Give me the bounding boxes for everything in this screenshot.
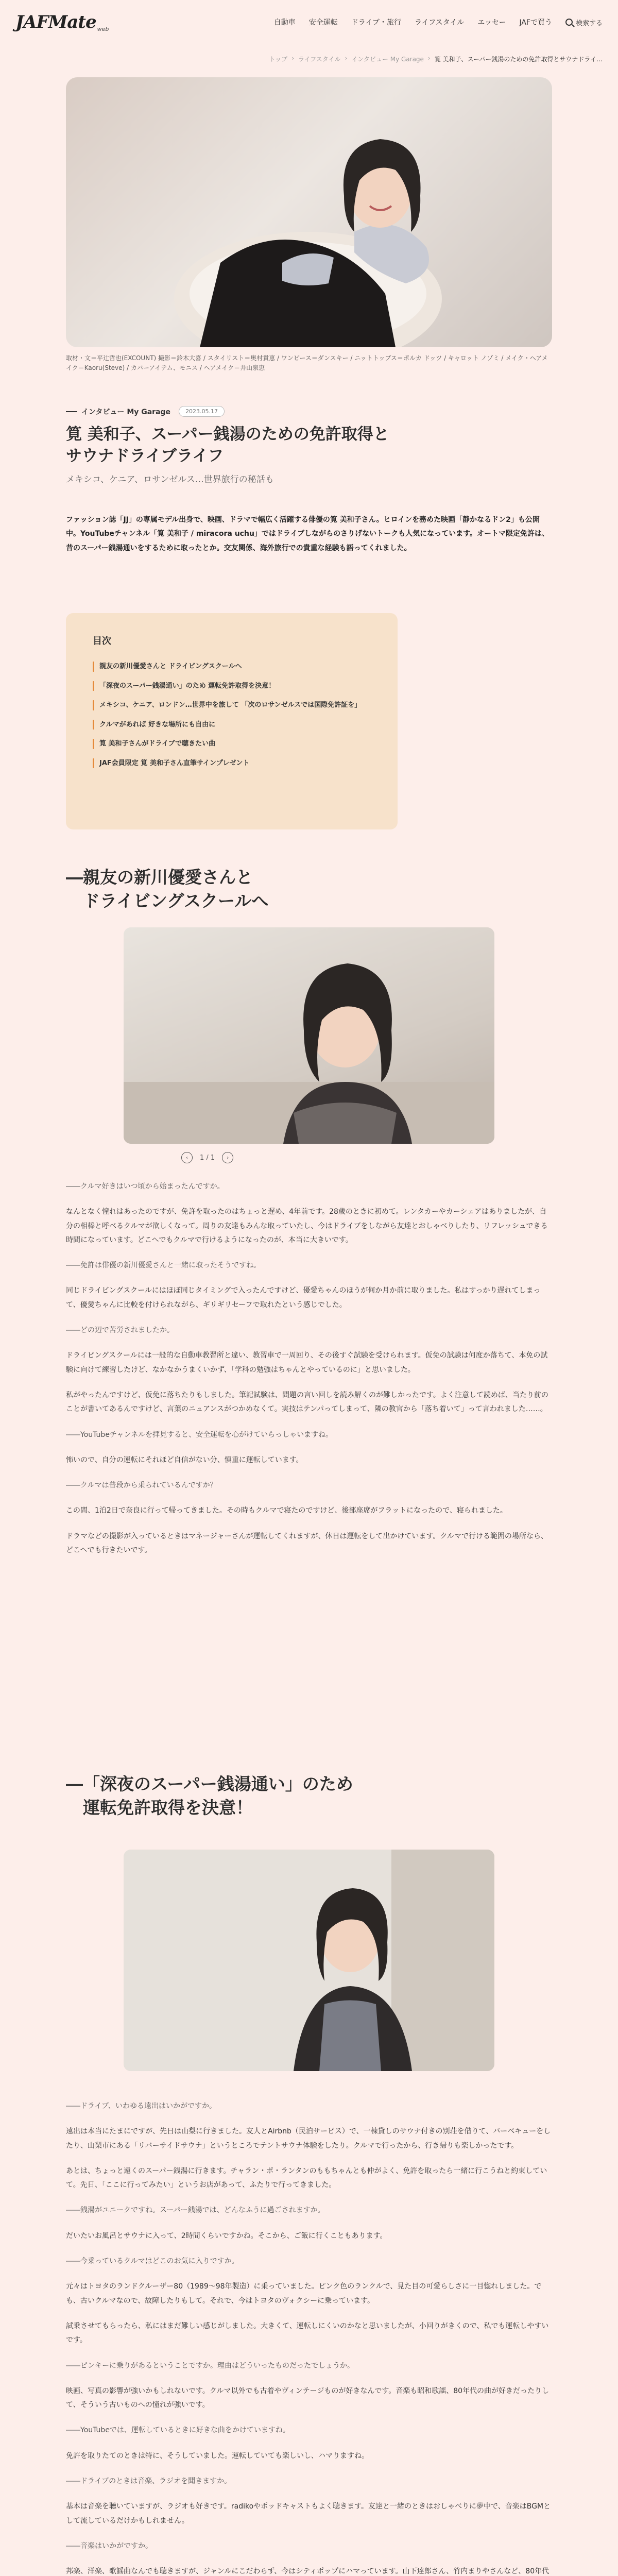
article-meta: [66, 406, 225, 417]
paragraph: 試乗させてもらったら、私にはまだ難しい感じがしました。大きくて、運転しにくいのかなと思いましたが、小回りがきくので、私でも運転しやすいです。: [66, 2321, 549, 2345]
toc-marker: [93, 662, 94, 672]
toc-item-label[interactable]: クルマがあれば 好きな場所にも自由に: [99, 720, 216, 728]
paragraph: ――YouTubeチャンネルを拝見すると、安全運転を心がけていらっしゃいますね。: [66, 1430, 333, 1439]
paragraph: だいたいお風呂とサウナに入って、2時間くらいですかね。そこから、ご飯に行くこともあります。: [66, 2231, 387, 2240]
paragraph: ――免許は俳優の新川優愛さんと一緒に取ったそうですね。: [66, 1261, 261, 1270]
paragraph: あとは、ちょっと遠くのスーパー銭湯に行きます。チャラン・ポ・ランタンのももちゃんとも仲がよく、免許を取ったら一緒に行こうねと約束していて。先日、「ここに行ってみたい」というお店があって、ふたりで行ってきました。: [66, 2166, 547, 2190]
breadcrumb-separator: ›: [427, 55, 431, 62]
section-heading-1: [66, 866, 552, 912]
heading-dash: ―: [66, 1774, 83, 1794]
toc-item-label[interactable]: 「深夜のスーパー銭湯通い」のため 運転免許取得を決意！: [99, 682, 276, 690]
paragraph: 怖いので、自分の運転にそれほど自信がない分、慎重に運転しています。: [66, 1455, 303, 1464]
photo-credit: 取材・文＝平辻哲也(EXCOUNT) 撮影＝鈴木大喜 / スタイリスト＝奥村貴恵 / ワンピース＝ダンスキー / ニットトップス＝ポルカ ドッツ / キャロット ノゾミ / メイク・ヘアメイク＝Kaoru(Steve) / カバーアイテム、モニス / ヘアメイク＝井山泉恵: [66, 354, 548, 372]
article-subtitle: メキシコ、ケニア、ロサンゼルス…世界旅行の秘話も: [66, 474, 274, 485]
prev-button[interactable]: ‹: [181, 1152, 193, 1163]
paragraph: ――クルマ好きはいつ頃から始まったんですか。: [66, 1182, 225, 1191]
search-button[interactable]: [565, 18, 603, 27]
site-logo[interactable]: [15, 12, 109, 32]
toc-item[interactable]: [93, 700, 371, 710]
breadcrumb-separator: ›: [345, 55, 348, 62]
heading-line-1: 親友の新川優愛さんと: [83, 867, 253, 887]
paragraph: 邦楽、洋楽、歌謡曲なんでも聴きますが、ジャンルにこだわらず、今はシティポップにハマっています。山下達郎さん、竹内まりやさんなど、80年代: [66, 2567, 550, 2576]
category-label[interactable]: インタビュー My Garage: [66, 406, 170, 417]
toc-item[interactable]: [93, 758, 371, 769]
breadcrumb: [269, 55, 603, 63]
toc-marker: [93, 739, 94, 749]
section1-illustration: [124, 927, 494, 1144]
section1-photo: [124, 927, 494, 1144]
date-badge: 2023.05.17: [179, 406, 225, 417]
section2-photo: [124, 1850, 494, 2071]
paragraph: ――銭湯がユニークですね。スーパー銭湯では、どんなふうに過ごされますか。: [66, 2206, 325, 2215]
section-heading-2: [66, 1772, 552, 1819]
paragraph: ――クルマは普段から乗られているんですか？: [66, 1481, 217, 1490]
photo-pager: [181, 1152, 233, 1163]
breadcrumb-item-interview[interactable]: インタビュー My Garage: [351, 56, 424, 63]
toc-item[interactable]: [93, 720, 371, 730]
logo-text[interactable]: JAFMate: [15, 12, 96, 32]
paragraph: ――今乗っているクルマはどこのお気に入りですか。: [66, 2257, 239, 2266]
heading-line-1: 「深夜のスーパー銭湯通い」のため: [83, 1774, 353, 1794]
paragraph: 私がやったんですけど、仮免に落ちたりもしました。筆記試験は、問題の言い回しを読み解くのが難しかったです。よく注意して読めば、当たり前のことが書いてあるんですけど、言葉のニュアンスがつかめなくて。実技はテンパってしまって、隣の教官から「落ち着いて」って言われました……。: [66, 1391, 548, 1414]
paragraph: ――ドライブ、いわゆる遠出はいかがですか。: [66, 2102, 217, 2110]
title-line-2: サウナドライブライフ: [66, 447, 224, 466]
paragraph: この間、1泊2日で奈良に行って帰ってきました。その時もクルマで寝たのですけど、後部座席がフラットになったので、寝られました。: [66, 1506, 507, 1515]
hero-image: [66, 77, 552, 347]
article-lead: ファッション誌「JJ」の専属モデル出身で、映画、ドラマで幅広く活躍する俳優の筧 美和子さん。ヒロインを務めた映画「静かなるドン2」も公開中。YouTubeチャンネル「筧 美和子 / miracora uchu」ではドライブしながらのさりげないトークも人気になっています。オートマ限定免許は、昔のスーパー銭湯通いをするために取ったとか。交友関係、海外旅行での貴重な経験も語ってくれました。: [66, 516, 549, 552]
paragraph: 遠出は本当にたまにですが、先日は山梨に行きました。友人とAirbnb（民泊サービス）で、一棟貸しのサウナ付きの別荘を借りて、バーベキューをしたり、山梨市にある「リバーサイドサウナ」というところでテントサウナ体験をしたり。クルマで行ったから、行き帰りも楽しかったです。: [66, 2127, 551, 2150]
toc-item-label[interactable]: メキシコ、ケニア、ロンドン…世界中を旅して 「次のロサンゼルスでは国際免許証を」: [99, 701, 362, 709]
paragraph: ――ピンキーに乗りがあるということですか。理由はどういったものだったでしょうか。: [66, 2361, 354, 2370]
paragraph: 基本は音楽を聴いていますが、ラジオも好きです。radikoやポッドキャストもよく聴きます。友達と一緒のときはおしゃべりに夢中で、音楽はBGMとして流しているだけかもしれません。: [66, 2502, 551, 2525]
paragraph: 同じドライビングスクールにはほぼ同じタイミングで入ったんですけど、優愛ちゃんのほうが何か月か前に取りました。私はすっかり遅れてしまって、優愛ちゃんに比較を付けられながら、ギリギリセーフで取れたという感じでした。: [66, 1286, 541, 1309]
toc-marker: [93, 700, 94, 710]
main-nav: [274, 17, 552, 27]
toc-item[interactable]: [93, 739, 371, 749]
paragraph: なんとなく憧れはあったのですが、免許を取ったのはちょっと遅め、4年前です。28歳のときに初めて。レンタカーやカーシェアはありましたが、自分の相棒と呼べるクルマが欲しくなって。周りの友達もみんな取っていたし、今はドライブをしながら友達とおしゃべりしたり、リフレッシュできる時間になっています。どこへでもクルマで行けるようになったのが、本当に大きいです。: [66, 1208, 548, 1244]
heading-dash: ―: [66, 867, 83, 887]
paragraph: ドラマなどの撮影が入っているときはマネージャーさんが運転してくれますが、休日は運転をして出かけています。クルマで行ける範囲の場所なら、どこへでも行きたいです。: [66, 1532, 548, 1555]
nav-item-essay[interactable]: エッセー: [477, 19, 506, 27]
search-label: 検索する: [575, 19, 603, 27]
toc-marker: [93, 720, 94, 730]
hero-illustration: [66, 77, 552, 347]
paragraph: 免許を取りたてのときは特に、そうしていました。運転していても楽しいし、ハマりますね。: [66, 2451, 369, 2460]
paragraph: ドライビングスクールには一般的な自動車教習所と違い、教習車で一周回り、その後すぐ試験を受けられます。仮免の試験は何度か落ちて、本免の試験に向けて練習したけど、なかなかうまくいかず、「学科の勉強はちゃんとやっているのに」と思いました。: [66, 1351, 548, 1374]
toc-marker: [93, 758, 94, 769]
paragraph: ――どの辺で苦労されましたか。: [66, 1326, 174, 1335]
toc-marker: [93, 681, 94, 691]
paragraph: ――ドライブのときは音楽、ラジオを聞きますか。: [66, 2477, 232, 2486]
toc-item[interactable]: [93, 662, 371, 672]
breadcrumb-item-top[interactable]: トップ: [269, 56, 288, 63]
next-button[interactable]: ›: [222, 1152, 233, 1163]
site-header: [0, 0, 618, 44]
nav-item-safe-driving[interactable]: 安全運転: [308, 19, 338, 27]
breadcrumb-item-lifestyle[interactable]: ライフスタイル: [298, 56, 341, 63]
toc-item-label[interactable]: JAF会員限定 筧 美和子さん直筆サインプレゼント: [99, 759, 250, 767]
toc-item[interactable]: [93, 681, 371, 691]
section1-body: [66, 1180, 552, 1569]
toc-item-label[interactable]: 筧 美和子さんがドライブで聴きたい曲: [99, 740, 216, 748]
section2-illustration: [124, 1850, 494, 2071]
nav-item-cars[interactable]: 自動車: [273, 19, 296, 27]
table-of-contents: [66, 613, 398, 829]
paragraph: 元々はトヨタのランドクルーザー80（1989〜98年製造）に乗っていました。ピンク色のランクルで、見た目の可愛らしさに一目惚れしました。でも、古いクルマなので、故障したりもして。それで、今はトヨタのヴォクシーに乗っています。: [66, 2282, 542, 2305]
logo-sub: web: [97, 26, 109, 32]
toc-title: 目次: [93, 636, 111, 647]
title-line-1: 筧 美和子、スーパー銭湯のための免許取得と: [66, 425, 389, 444]
heading-line-2: 運転免許取得を決意！: [83, 1797, 253, 1818]
breadcrumb-item-current: 筧 美和子、スーパー銭湯のための免許取得とサウナドライ…: [434, 56, 603, 63]
paragraph: ――YouTubeでは、運転しているときに好きな曲をかけていますね。: [66, 2426, 290, 2435]
section2-body: [66, 2099, 552, 2576]
nav-item-shop[interactable]: JAFで買う: [519, 19, 552, 27]
article-title: [66, 423, 552, 467]
breadcrumb-separator: ›: [291, 55, 294, 62]
heading-line-2: ドライビングスクールへ: [83, 890, 269, 911]
pager-count: 1 / 1: [200, 1154, 215, 1162]
search-icon: [565, 19, 573, 26]
toc-item-label[interactable]: 親友の新川優愛さんと ドライビングスクールへ: [99, 663, 242, 670]
paragraph: ――音楽はいかがですか。: [66, 2541, 152, 2550]
nav-item-lifestyle[interactable]: ライフスタイル: [414, 19, 465, 27]
nav-item-drive-travel[interactable]: ドライブ・旅行: [351, 19, 401, 27]
paragraph: 映画、写真の影響が強いかもしれないです。クルマ以外でも古着やヴィンテージものが好きなんです。音楽も昭和歌謡、80年代の曲が好きだったりして、そういう古いものへの憧れが強いです。: [66, 2386, 550, 2410]
